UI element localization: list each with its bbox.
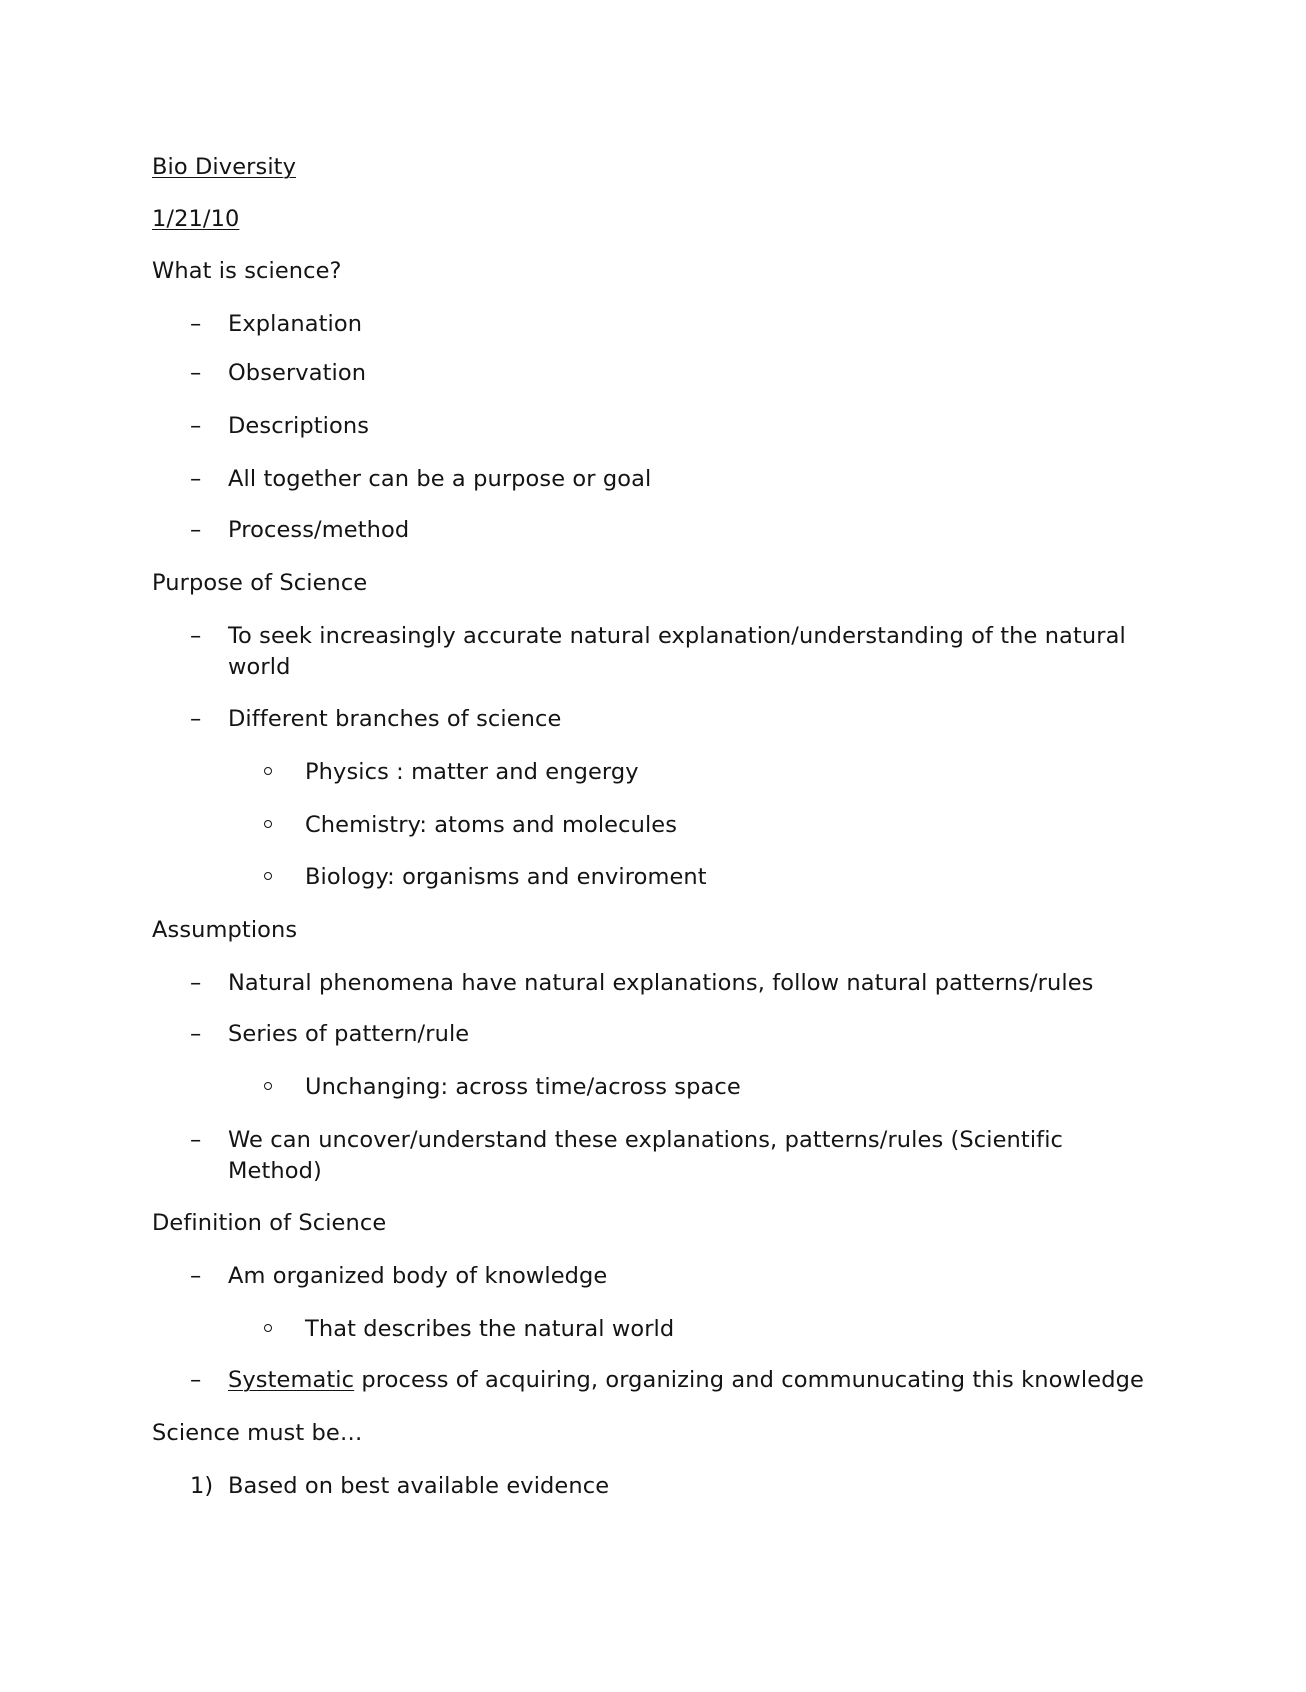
list-item: Natural phenomena have natural explanations, follow natural patterns/rules [228,970,1094,996]
section-heading-must-be: Science must be… [152,1420,363,1446]
circle-bullet [264,872,272,880]
dash-bullet: – [190,360,202,386]
sub-list-item: Physics : matter and engergy [305,759,639,785]
section-heading-assumptions: Assumptions [152,917,298,943]
numbered-item: Based on best available evidence [228,1473,610,1499]
sub-list-item: That describes the natural world [305,1316,675,1342]
section-heading-what-is-science: What is science? [152,258,342,284]
dash-bullet: – [190,1263,202,1289]
circle-bullet [264,1082,272,1090]
sub-list-item: Chemistry: atoms and molecules [305,812,678,838]
dash-bullet: – [190,623,202,649]
dash-bullet: – [190,517,202,543]
dash-bullet: – [190,311,202,337]
number-marker: 1) [190,1473,214,1499]
underlined-word: Systematic [228,1367,355,1393]
list-item: We can uncover/understand these explanations, patterns/rules (Scientific [228,1127,1064,1153]
dash-bullet: – [190,413,202,439]
list-item [228,1366,1144,1394]
dash-bullet: – [190,1021,202,1047]
list-item-continuation: Method) [228,1158,322,1184]
circle-bullet [264,1324,272,1332]
circle-bullet [264,820,272,828]
dash-bullet: – [190,706,202,732]
dash-bullet: – [190,466,202,492]
dash-bullet: – [190,970,202,996]
list-item: Observation [228,360,367,386]
list-item: Descriptions [228,413,370,439]
list-item: To seek increasingly accurate natural explanation/understanding of the natural [228,623,1126,649]
sub-list-item: Unchanging: across time/across space [305,1074,741,1100]
list-item: Am organized body of knowledge [228,1263,608,1289]
list-item: Explanation [228,311,363,337]
section-heading-purpose: Purpose of Science [152,570,368,596]
list-item-text: process of acquiring, organizing and communucating this knowledge [354,1367,1144,1393]
dash-bullet: – [190,1127,202,1153]
list-item: All together can be a purpose or goal [228,466,652,492]
sub-list-item: Biology: organisms and enviroment [305,864,707,890]
list-item-continuation: world [228,654,291,680]
list-item: Process/method [228,517,410,543]
doc-title: Bio Diversity [152,154,297,180]
dash-bullet: – [190,1367,202,1393]
circle-bullet [264,767,272,775]
list-item: Different branches of science [228,706,562,732]
list-item: Series of pattern/rule [228,1021,470,1047]
doc-date: 1/21/10 [152,206,240,232]
section-heading-definition: Definition of Science [152,1210,387,1236]
